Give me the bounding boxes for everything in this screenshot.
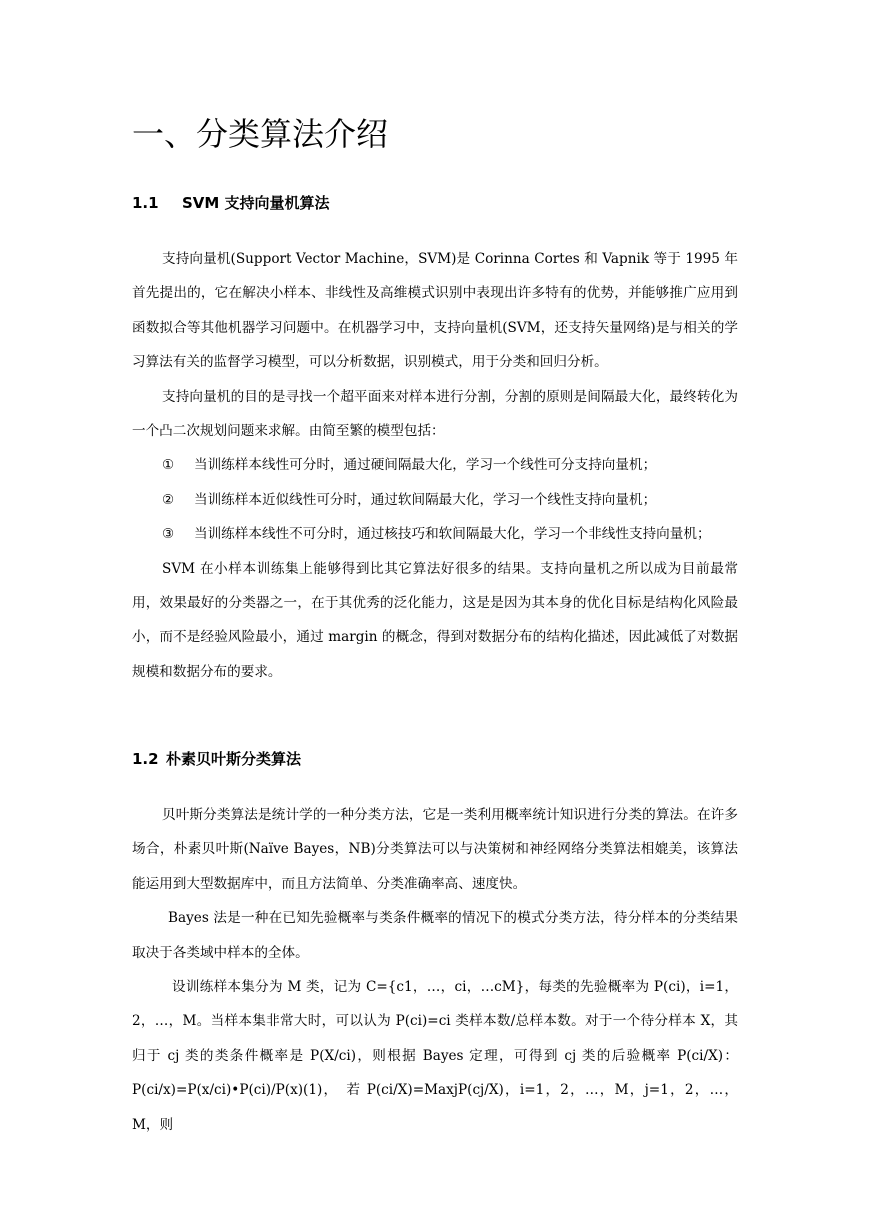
paragraph: 支持向量机(Support Vector Machine，SVM)是 Corinna Cortes 和 Vapnik 等于 1995 年首先提出的，它在解决小样本、非线性及高维模式识别中表现出许多特有的优势，并能够推广应用到函数拟合等其他机器学习问题中。在机器学习中，支持向量机(SVM，还支持矢量网络)是与相关的学习算法有关的监督学习模型，可以分析数据，识别模式，用于分类和回归分析。 <box>132 251 738 371</box>
list-marker: ② <box>162 491 175 508</box>
section-heading-1-2 <box>132 748 301 770</box>
section-1-2-body <box>132 798 738 1142</box>
list-marker: ① <box>162 457 175 474</box>
paragraph: 支持向量机的目的是寻找一个超平面来对样本进行分割，分割的原则是间隔最大化，最终转化为一个凸二次规划问题来求解。由简至繁的模型包括： <box>132 388 738 440</box>
section-number: 1.2 <box>132 750 159 768</box>
section-number: 1.1 <box>132 194 159 212</box>
list-item-text: 当训练样本近似线性可分时，通过软间隔最大化，学习一个线性支持向量机； <box>194 491 657 508</box>
section-title: SVM 支持向量机算法 <box>182 194 330 212</box>
paragraph: Bayes 法是一种在已知先验概率与类条件概率的情况下的模式分类方法，待分样本的分类结果取决于各类域中样本的全体。 <box>132 910 738 961</box>
list-item <box>132 448 738 482</box>
list-marker: ③ <box>162 526 175 543</box>
list-item-text: 当训练样本线性不可分时，通过核技巧和软间隔最大化，学习一个非线性支持向量机； <box>194 526 711 543</box>
chapter-title: 一、分类算法介绍 <box>132 115 389 153</box>
list-item <box>132 517 738 551</box>
section-heading-1-1 <box>132 192 330 214</box>
section-1-1-body <box>132 242 738 689</box>
paragraph: 贝叶斯分类算法是统计学的一种分类方法，它是一类利用概率统计知识进行分类的算法。在许多场合，朴素贝叶斯(Naïve Bayes，NB)分类算法可以与决策树和神经网络分类算法相媲美，该算法能运用到大型数据库中，而且方法简单、分类准确率高、速度快。 <box>132 807 738 892</box>
list-item <box>132 483 738 517</box>
list-item-text: 当训练样本线性可分时，通过硬间隔最大化，学习一个线性可分支持向量机； <box>194 457 657 474</box>
paragraph: SVM 在小样本训练集上能够得到比其它算法好很多的结果。支持向量机之所以成为目前最常用，效果最好的分类器之一，在于其优秀的泛化能力，这是是因为其本身的优化目标是结构化风险最小，而不是经验风险最小，通过 margin 的概念，得到对数据分布的结构化描述，因此减低了对数据规模和数据分布的要求。 <box>132 560 738 680</box>
section-title: 朴素贝叶斯分类算法 <box>166 750 302 768</box>
paragraph: 设训练样本集分为 M 类，记为 C={c1，…，ci，…cM}，每类的先验概率为 P(ci)，i=1，2，…，M。当样本集非常大时，可以认为 P(ci)=ci 类样本数/总样本数。对于一个待分样本 X，其归于 cj 类的类条件概率是 P(X/ci)，则根据 Bayes 定理，可得到 cj 类的后验概率 P(ci/X)：P(ci/x)=P(x/ci)•P(ci)/P(x)(1)， 若 P(ci/X)=MaxjP(cj/X)，i=1，2，…，M，j=1，2，…，M，则 <box>132 979 738 1133</box>
